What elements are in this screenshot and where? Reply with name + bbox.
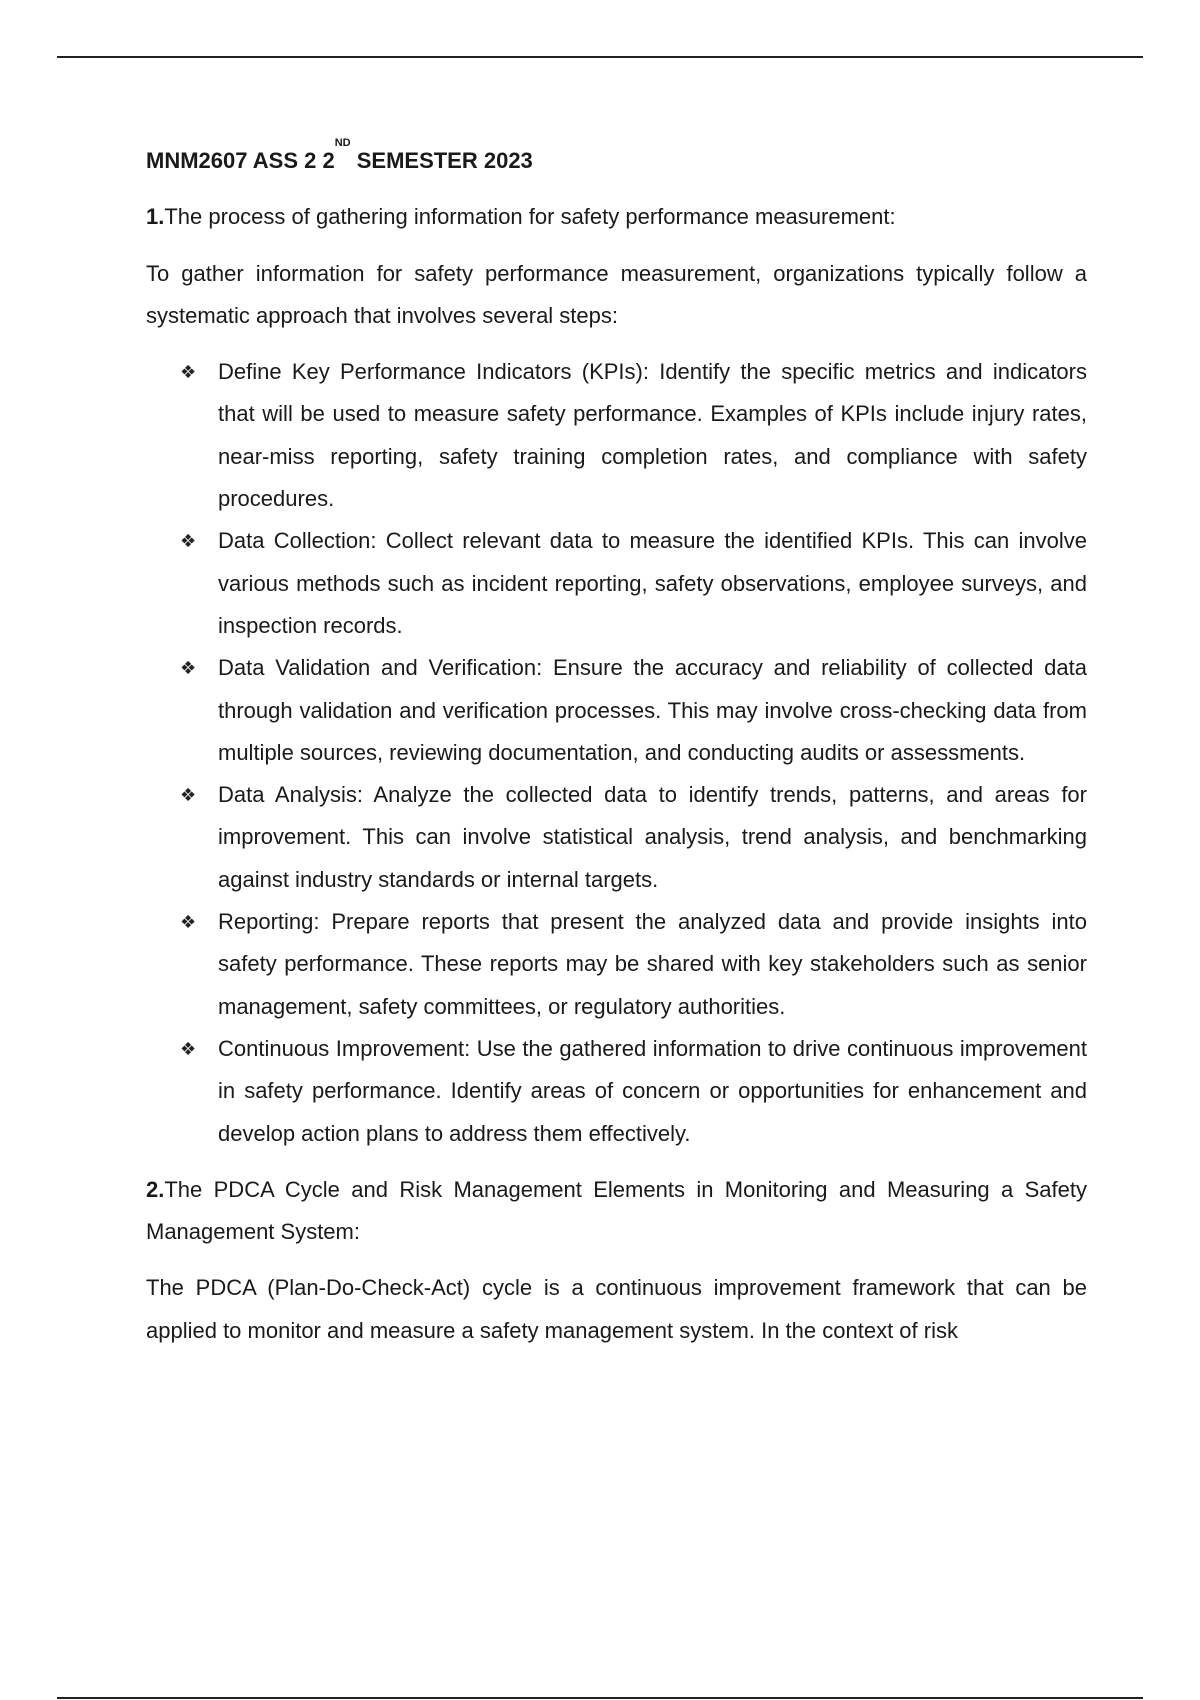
diamond-bullet-icon: ❖	[180, 1038, 197, 1059]
list-item: ❖ Data Analysis: Analyze the collected data to identify trends, patterns, and areas for improvement. This can involve statistical analysis, trend analysis, and benchmarking against industry standards or internal targets.	[218, 774, 1087, 901]
list-item: ❖ Data Validation and Verification: Ensure the accuracy and reliability of collected data through validation and verification processes. This may involve cross-checking data from multiple sources, reviewing documentation, and conducting audits or assessments.	[218, 647, 1087, 774]
bottom-divider	[57, 1697, 1143, 1699]
document-body	[146, 137, 1087, 1366]
q1-bullet-list	[146, 351, 1087, 1155]
list-item: ❖ Continuous Improvement: Use the gathered information to drive continuous improvement in safety performance. Identify areas of concern or opportunities for enhancement and develop action plans to address them effectively.	[218, 1028, 1087, 1155]
q1-heading: 1.The process of gathering information for safety performance measurement:	[146, 204, 896, 230]
diamond-bullet-icon: ❖	[180, 658, 197, 679]
list-item: ❖ Define Key Performance Indicators (KPIs): Identify the specific metrics and indicators that will be used to measure safety performance. Examples of KPIs include injury rates, near-miss reporting, safety training completion rates, and compliance with safety procedures.	[218, 351, 1087, 520]
diamond-bullet-icon: ❖	[180, 912, 197, 933]
q2-heading: 2.The PDCA Cycle and Risk Management Elements in Monitoring and Measuring a Safety Management System:	[146, 1176, 1087, 1245]
top-divider	[57, 56, 1143, 58]
q2-number: 2.	[146, 1176, 165, 1202]
diamond-bullet-icon: ❖	[180, 785, 197, 806]
diamond-bullet-icon: ❖	[180, 362, 197, 383]
q1-number: 1.	[146, 204, 165, 230]
q2-intro: The PDCA (Plan-Do-Check-Act) cycle is a continuous improvement framework that can be applied to monitor and measure a safety management system. In the context of risk	[146, 1275, 1087, 1343]
page-title: MNM2607 ASS 2 2ND SEMESTER 2023	[146, 137, 533, 173]
list-item: ❖ Data Collection: Collect relevant data to measure the identified KPIs. This can involve various methods such as incident reporting, safety observations, employee surveys, and inspection records.	[218, 520, 1087, 647]
diamond-bullet-icon: ❖	[180, 531, 197, 552]
q1-intro: To gather information for safety performance measurement, organizations typically follow a systematic approach that involves several steps:	[146, 260, 1087, 328]
list-item: ❖ Reporting: Prepare reports that present the analyzed data and provide insights into safety performance. These reports may be shared with key stakeholders such as senior management, safety committees, or regulatory authorities.	[218, 901, 1087, 1028]
